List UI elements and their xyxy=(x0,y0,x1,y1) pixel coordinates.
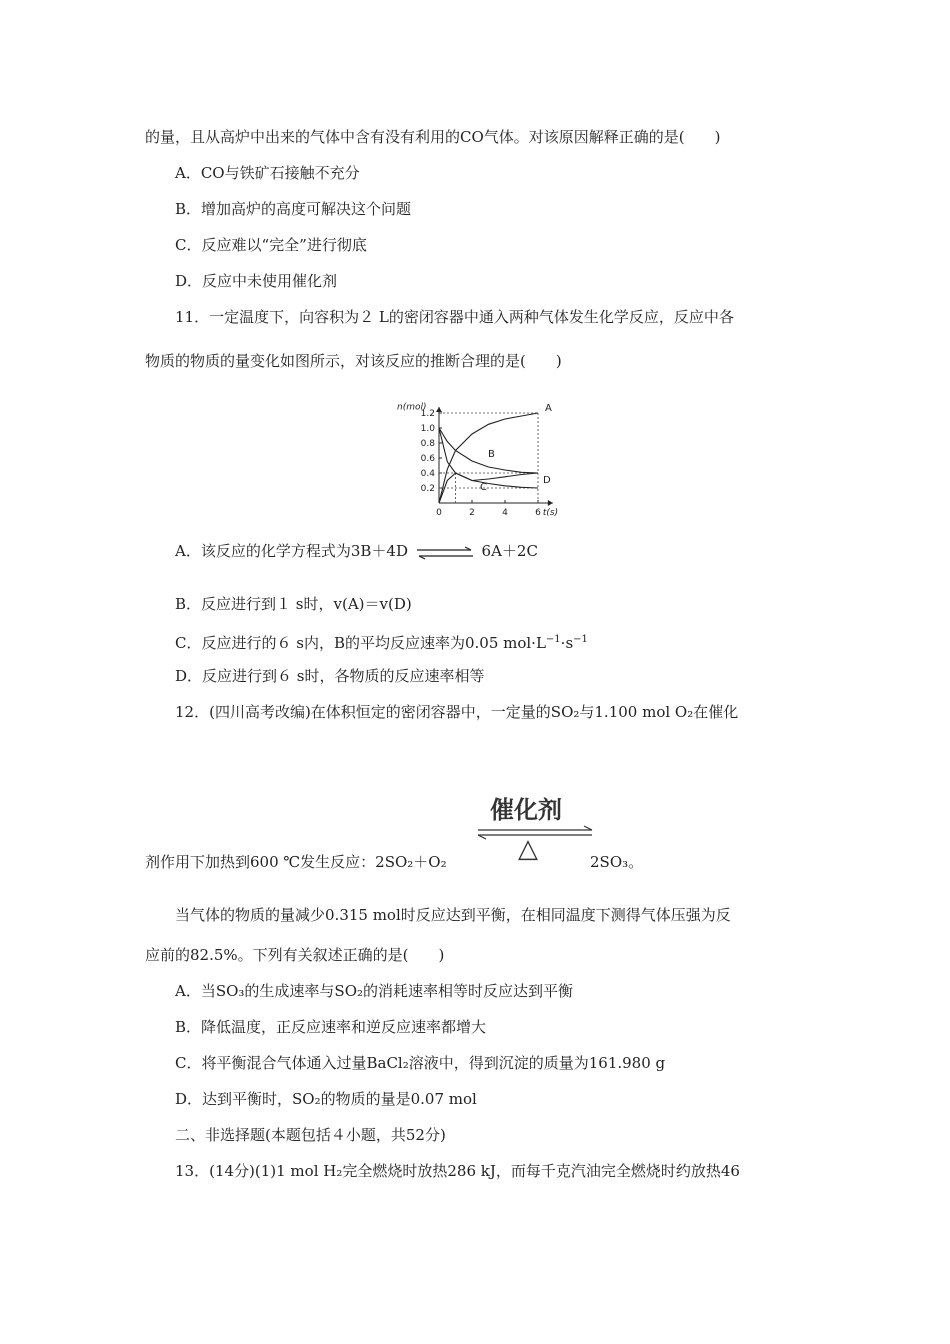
option-b: B．增加高炉的高度可解决这个问题 xyxy=(175,200,412,218)
y-tick-label: 1.0 xyxy=(420,424,435,434)
series-label-C: C xyxy=(480,482,487,493)
option-12c: C．将平衡混合气体通入过量BaCl₂溶液中，得到沉淀的质量为161.980 g xyxy=(175,1054,666,1072)
y-tick-label: 0.4 xyxy=(420,469,435,479)
y-axis-label: n(mol) xyxy=(397,402,427,413)
option-a: A．CO与铁矿石接触不充分 xyxy=(175,164,360,182)
option-12b: B．降低温度，正反应速率和逆反应速率都增大 xyxy=(175,1018,487,1036)
option-12d: D．达到平衡时，SO₂的物质的量是0.07 mol xyxy=(175,1090,477,1108)
question-12-product: 2SO₃。 xyxy=(590,853,644,871)
question-11-line-2: 物质的物质的量变化如图所示，对该反应的推断合理的是( ) xyxy=(145,352,562,370)
option-11a-products: 6A＋2C xyxy=(481,542,538,560)
exponent: −1 xyxy=(545,634,561,645)
catalyst-label: 催化剂 xyxy=(490,796,562,824)
x-tick-label: 6 xyxy=(535,508,541,518)
series-label-B: B xyxy=(488,449,495,460)
y-tick-label: 1.2 xyxy=(420,409,435,419)
x-tick-label: 4 xyxy=(502,508,508,518)
option-12a: A．当SO₃的生成速率与SO₂的消耗速率相等时反应达到平衡 xyxy=(175,982,574,1000)
option-11b: B．反应进行到１ s时，v(A)＝v(D) xyxy=(175,595,412,613)
equilibrium-arrows-icon xyxy=(415,545,475,559)
x-tick-label: 0 xyxy=(436,508,442,518)
y-tick-label: 0.6 xyxy=(420,454,435,464)
question-12-line-1: 12．(四川高考改编)在体积恒定的密闭容器中，一定量的SO₂与1.100 mol O₂在催化 xyxy=(175,703,739,721)
y-tick-label: 0.8 xyxy=(420,439,435,449)
question-12-line-4: 应前的82.5%。下列有关叙述正确的是( ) xyxy=(145,946,445,964)
text-line: 的量，且从高炉中出来的气体中含有没有利用的CO气体。对该原因解释正确的是( ) xyxy=(145,128,721,146)
amount-time-chart xyxy=(395,378,595,518)
option-11c xyxy=(175,630,588,653)
option-d: D．反应中未使用催化剂 xyxy=(175,272,338,290)
option-11c-text: C．反应进行的６ s内，B的平均反应速率为0.05 mol·L xyxy=(175,634,546,652)
catalyst-condition xyxy=(470,790,600,865)
option-11a xyxy=(175,541,538,561)
series-label-D: D xyxy=(543,475,551,486)
option-c: C．反应难以“完全”进行彻底 xyxy=(175,236,367,254)
x-tick-label: 2 xyxy=(469,508,475,518)
y-axis-arrow xyxy=(436,407,442,412)
option-11d: D．反应进行到６ s时，各物质的反应速率相等 xyxy=(175,667,485,685)
section-heading: 二、非选择题(本题包括４小题，共52分) xyxy=(175,1126,446,1144)
x-axis-arrow xyxy=(548,500,553,506)
x-axis-label: t(s) xyxy=(542,508,559,518)
question-12-line-2: 剂作用下加热到600 ℃发生反应：2SO₂＋O₂ xyxy=(145,853,447,871)
exponent: −1 xyxy=(573,634,588,645)
heat-triangle-icon: △ xyxy=(518,834,538,864)
question-13-line-1: 13．(14分)(1)1 mol H₂完全燃烧时放热286 kJ，而每千克汽油完全燃烧时约放热46 xyxy=(175,1162,740,1180)
question-12-line-3: 当气体的物质的量减少0.315 mol时反应达到平衡，在相同温度下测得气体压强为反 xyxy=(175,906,731,924)
question-11-line-1: 11．一定温度下，向容积为２ L的密闭容器中通入两种气体发生化学反应，反应中各 xyxy=(175,308,734,326)
series-label-A: A xyxy=(545,403,552,414)
option-11c-mid: ·s xyxy=(560,634,574,652)
y-tick-label: 0.2 xyxy=(420,484,435,494)
option-11a-text: A．该反应的化学方程式为3B＋4D xyxy=(175,542,408,560)
